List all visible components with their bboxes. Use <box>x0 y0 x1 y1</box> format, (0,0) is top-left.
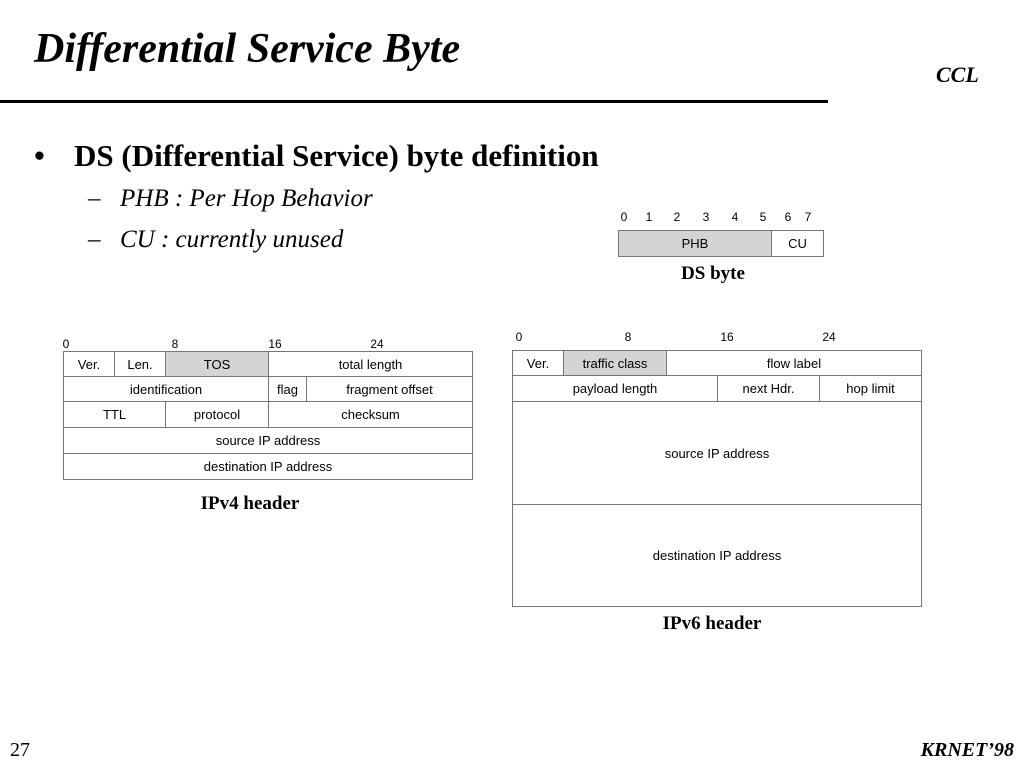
ipv6-hop-limit-field: hop limit <box>819 375 922 402</box>
bit-label: 4 <box>731 210 739 224</box>
ipv6-caption: IPv6 header <box>662 613 762 634</box>
phb-field: PHB <box>618 230 772 257</box>
ipv6-payload-length-field: payload length <box>512 375 718 402</box>
bit-label: 6 <box>784 210 792 224</box>
ipv4-source-address-field: source IP address <box>63 427 473 454</box>
ipv6-next-header-field: next Hdr. <box>717 375 820 402</box>
bit-offset-label: 8 <box>624 330 632 344</box>
bit-offset-label: 16 <box>720 330 734 344</box>
ipv4-tos-field: TOS <box>165 351 269 377</box>
ipv4-flag-field: flag <box>268 376 307 402</box>
ipv4-header-diagram <box>63 351 473 480</box>
ipv6-ver-field: Ver. <box>512 350 564 376</box>
bit-offset-label: 24 <box>822 330 836 344</box>
bit-offset-label: 8 <box>171 337 179 351</box>
bit-label: 1 <box>645 210 653 224</box>
ipv6-flow-label-field: flow label <box>666 350 922 376</box>
cu-field: CU <box>771 230 824 257</box>
bit-offset-label: 16 <box>268 337 282 351</box>
ipv4-identification-field: identification <box>63 376 269 402</box>
bit-label: 5 <box>759 210 767 224</box>
org-label: CCL <box>936 62 979 87</box>
subitem-dash: – <box>88 226 101 253</box>
bit-label: 0 <box>620 210 628 224</box>
ipv4-bit-ruler <box>63 337 473 351</box>
bit-offset-label: 24 <box>370 337 384 351</box>
ipv6-bit-ruler <box>512 330 922 344</box>
ipv4-fragment-offset-field: fragment offset <box>306 376 473 402</box>
ipv6-source-address-field: source IP address <box>512 401 922 505</box>
ds-bit-ruler <box>618 210 824 224</box>
ds-byte-caption: DS byte <box>681 263 745 284</box>
ipv4-checksum-field: checksum <box>268 401 473 428</box>
ipv6-destination-address-field: destination IP address <box>512 504 922 607</box>
bit-offset-label: 0 <box>62 337 70 351</box>
bullet-text: DS (Differential Service) byte definition <box>74 138 599 173</box>
ipv4-len-field: Len. <box>114 351 166 377</box>
bit-label: 3 <box>702 210 710 224</box>
bullet-marker: • <box>34 138 45 173</box>
ds-byte-diagram <box>618 230 824 257</box>
slide-title: Differential Service Byte <box>34 26 461 72</box>
bit-label: 7 <box>804 210 812 224</box>
ipv4-caption: IPv4 header <box>200 493 300 514</box>
ipv4-ver-field: Ver. <box>63 351 115 377</box>
subitem-text: CU : currently unused <box>120 226 344 253</box>
ipv6-traffic-class-field: traffic class <box>563 350 667 376</box>
conference-label: KRNET’98 <box>920 739 1014 761</box>
ipv4-ttl-field: TTL <box>63 401 166 428</box>
title-divider <box>0 100 828 103</box>
page-number: 27 <box>10 739 30 761</box>
subitem-dash: – <box>88 185 101 212</box>
bit-label: 2 <box>673 210 681 224</box>
ipv4-protocol-field: protocol <box>165 401 269 428</box>
bullet-item <box>34 138 599 174</box>
subitem-phb <box>88 185 373 213</box>
ipv6-header-diagram <box>512 350 922 607</box>
ipv4-destination-address-field: destination IP address <box>63 453 473 480</box>
ipv4-total-length-field: total length <box>268 351 473 377</box>
subitem-text: PHB : Per Hop Behavior <box>120 185 373 212</box>
bit-offset-label: 0 <box>515 330 523 344</box>
subitem-cu <box>88 226 343 254</box>
